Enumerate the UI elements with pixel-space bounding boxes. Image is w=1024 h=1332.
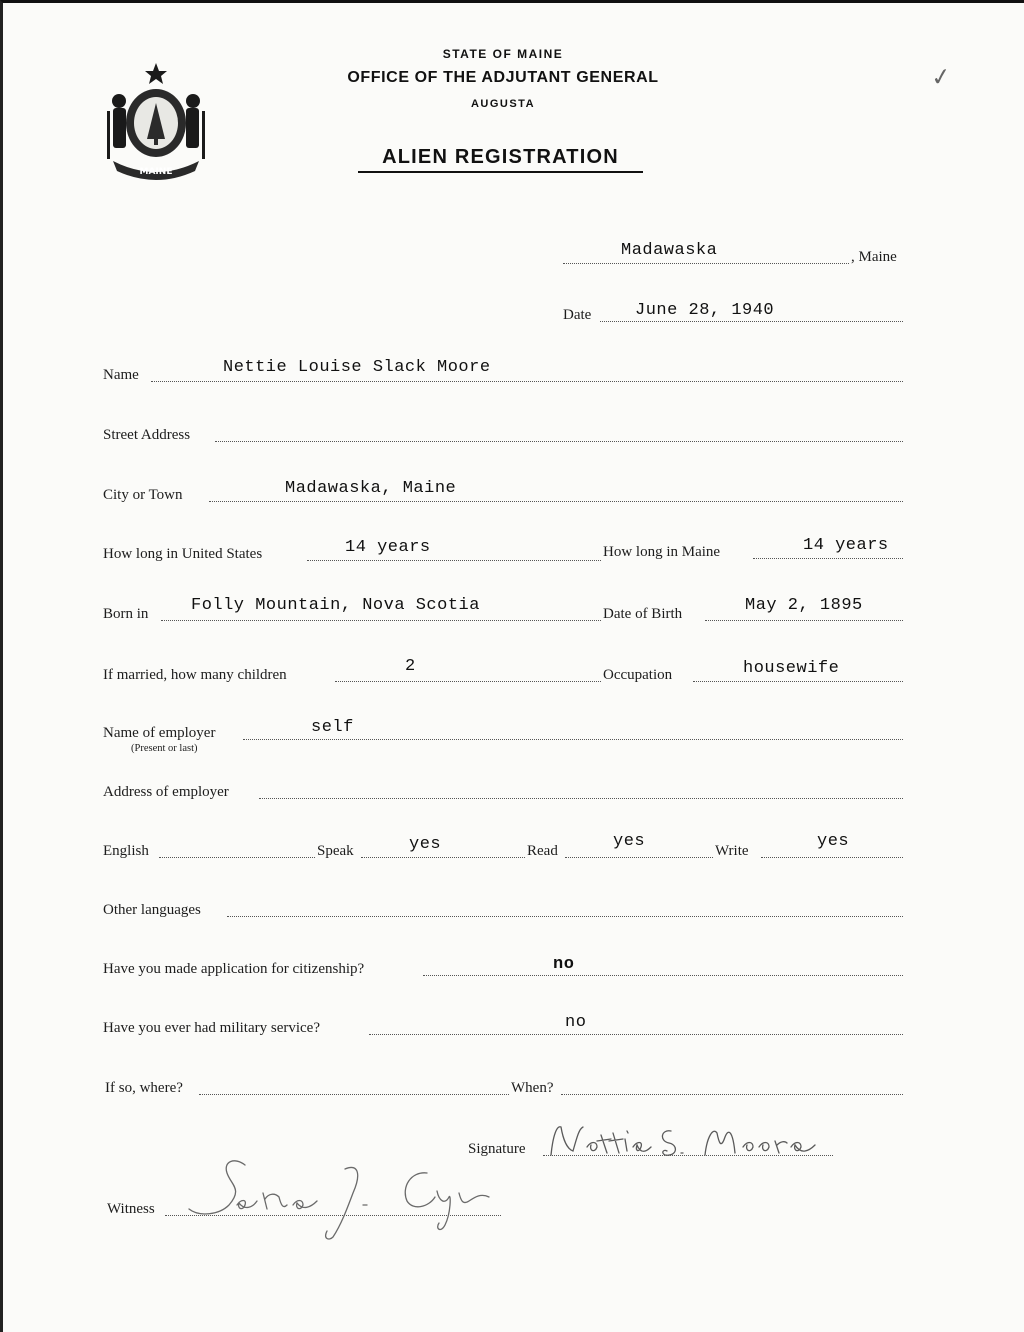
other-languages-label: Other languages [103, 902, 201, 918]
witness-label: Witness [107, 1201, 155, 1217]
citizenship-label: Have you made application for citizenship? [103, 961, 365, 977]
city-label: City or Town [103, 487, 183, 503]
street-line [215, 441, 903, 442]
occupation-value: housewife [743, 659, 840, 678]
employer-address-label: Address of employer [103, 784, 229, 800]
where-line [199, 1094, 509, 1095]
city-line [209, 501, 903, 502]
other-languages-line [227, 916, 903, 917]
when-line [561, 1094, 903, 1095]
employer-label [103, 725, 215, 754]
date-label: Date [563, 307, 592, 323]
occupation-label: Occupation [603, 667, 673, 683]
when-label: When? [511, 1080, 554, 1096]
dob-value: May 2, 1895 [745, 596, 863, 615]
speak-line [361, 857, 525, 858]
employer-line [243, 739, 903, 740]
read-value: yes [613, 832, 646, 851]
city-value: Madawaska, Maine [285, 479, 457, 498]
header-office: OFFICE OF THE ADJUTANT GENERAL [347, 69, 659, 86]
us-duration-line [307, 560, 601, 561]
write-label: Write [715, 843, 749, 859]
place-value: Madawaska [621, 241, 718, 260]
children-label: If married, how many children [103, 667, 287, 683]
speak-label: Speak [317, 843, 354, 859]
name-label: Name [103, 367, 139, 383]
header-state: STATE OF MAINE [442, 47, 564, 61]
employer-sublabel: (Present or last) [131, 743, 198, 754]
employer-label-text: Name of employer [103, 725, 216, 741]
employer-value: self [311, 718, 354, 737]
military-value: no [565, 1013, 587, 1032]
born-in-value: Folly Mountain, Nova Scotia [191, 596, 480, 615]
military-line [369, 1034, 903, 1035]
born-in-line [161, 620, 601, 621]
occupation-line [693, 681, 903, 682]
date-value: June 28, 1940 [635, 301, 775, 320]
place-suffix: , Maine [851, 249, 897, 265]
seal-banner-text: MAINE [139, 167, 173, 177]
maine-duration-value: 14 years [803, 536, 889, 555]
children-value: 2 [405, 657, 416, 676]
header-city: AUGUSTA [470, 98, 536, 110]
witness-signature-handwriting [183, 1153, 503, 1245]
military-label: Have you ever had military service? [103, 1020, 320, 1036]
speak-value: yes [409, 835, 442, 854]
write-value: yes [817, 832, 850, 851]
read-line [565, 857, 713, 858]
maine-state-seal-icon [103, 61, 209, 181]
citizenship-value: no [553, 955, 575, 974]
citizenship-line [423, 975, 903, 976]
children-line [335, 681, 601, 682]
employer-address-line [259, 798, 903, 799]
english-line [159, 857, 315, 858]
name-value: Nettie Louise Slack Moore [223, 358, 491, 377]
check-mark-icon: ✓ [929, 61, 953, 93]
english-label: English [103, 843, 149, 859]
signature-handwriting [543, 1115, 833, 1165]
name-line [151, 381, 903, 382]
form-title: ALIEN REGISTRATION [358, 146, 643, 173]
born-in-label: Born in [103, 606, 149, 622]
maine-duration-label: How long in Maine [603, 544, 721, 560]
us-duration-value: 14 years [345, 538, 431, 557]
read-label: Read [527, 843, 558, 859]
where-label: If so, where? [105, 1080, 183, 1096]
dob-label: Date of Birth [603, 606, 683, 622]
date-line [600, 321, 903, 322]
signature-label: Signature [468, 1141, 526, 1157]
dob-line [705, 620, 903, 621]
us-duration-label: How long in United States [103, 546, 263, 562]
street-label: Street Address [103, 427, 191, 443]
maine-duration-line [753, 558, 903, 559]
write-line [761, 857, 903, 858]
place-line [563, 263, 849, 264]
